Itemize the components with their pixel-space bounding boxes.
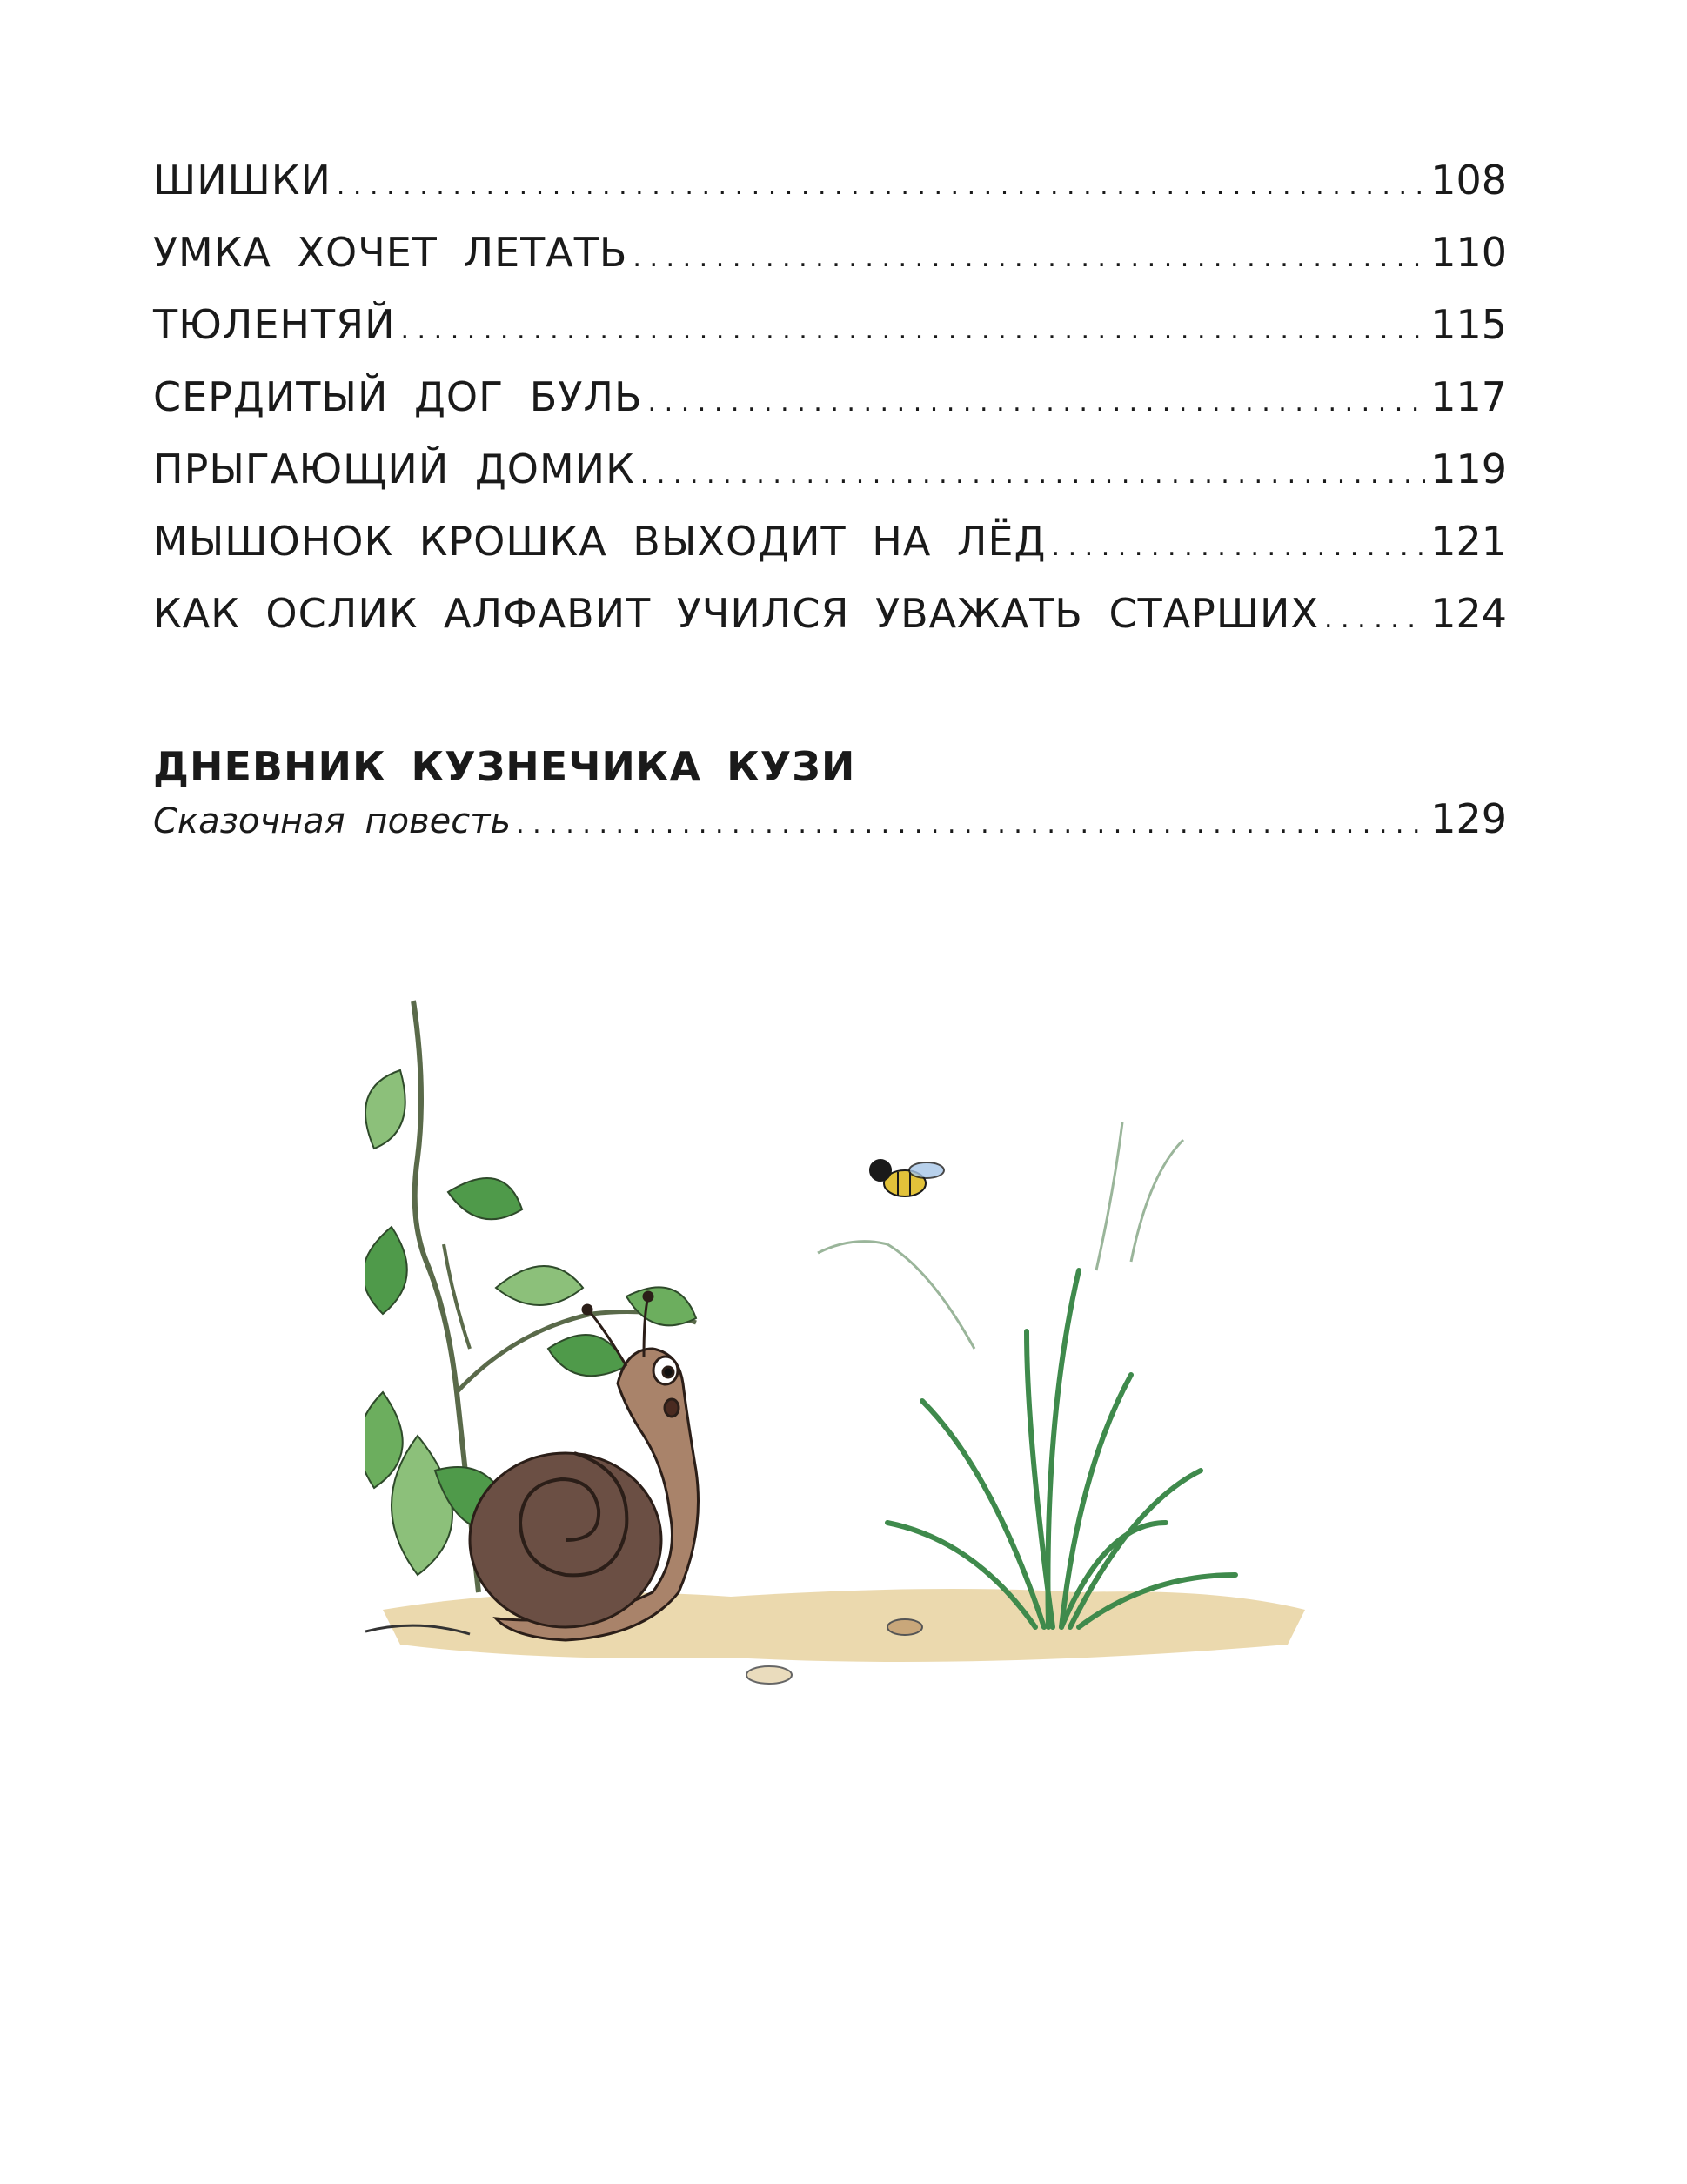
- dot-leader: [400, 315, 1425, 345]
- section-title: ДНЕВНИК КУЗНЕЧИКА КУЗИ: [153, 743, 856, 790]
- toc-entry[interactable]: [153, 446, 1507, 518]
- toc-entry[interactable]: [153, 795, 1507, 865]
- toc-entry-title: ТЮЛЕНТЯЙ: [153, 301, 396, 348]
- toc-entry-title: СЕРДИТЫЙ ДОГ БУЛЬ: [153, 373, 643, 420]
- dot-leader: [337, 171, 1425, 201]
- dot-leader: [1052, 532, 1426, 562]
- toc-entry[interactable]: [153, 518, 1507, 590]
- toc-entry-title: ШИШКИ: [153, 157, 331, 204]
- toc-entry-page: 115: [1430, 301, 1507, 348]
- snail-shell: [470, 1453, 661, 1627]
- toc-entry-page: 121: [1430, 518, 1507, 565]
- toc-entry-page: 124: [1430, 590, 1507, 637]
- toc-entry-title: ПРЫГАЮЩИЙ ДОМИК: [153, 446, 635, 492]
- snail-in-grass-illustration: [365, 983, 1322, 1714]
- dot-leader: [516, 809, 1425, 840]
- toc-entry-title: МЫШОНОК КРОШКА ВЫХОДИТ НА ЛЁД: [153, 518, 1047, 565]
- section-heading-block: [153, 738, 1507, 865]
- pebble: [887, 1619, 922, 1635]
- section-subtitle: Сказочная повесть: [153, 801, 512, 841]
- dot-leader: [633, 243, 1425, 273]
- toc-entry-page: 119: [1430, 446, 1507, 492]
- toc-entry-page: 108: [1430, 157, 1507, 204]
- toc-entry-title: КАК ОСЛИК АЛФАВИТ УЧИЛСЯ УВАЖАТЬ СТАРШИХ: [153, 590, 1319, 637]
- grass-seedheads: [818, 1122, 1183, 1349]
- toc-entry-title: УМКА ХОЧЕТ ЛЕТАТЬ: [153, 229, 628, 276]
- dot-leader: [640, 459, 1425, 490]
- toc-entry[interactable]: [153, 157, 1507, 229]
- pebble: [746, 1666, 792, 1684]
- toc-entry[interactable]: [153, 229, 1507, 301]
- toc-entry[interactable]: [153, 301, 1507, 373]
- toc-entry-page: 129: [1430, 795, 1507, 842]
- table-of-contents: [153, 157, 1507, 662]
- toc-entry-page: 110: [1430, 229, 1507, 276]
- grass-tuft: [887, 1270, 1235, 1627]
- dot-leader: [1324, 604, 1425, 634]
- toc-entry-page: 117: [1430, 373, 1507, 420]
- dot-leader: [648, 387, 1426, 418]
- bee: [870, 1160, 944, 1196]
- toc-entry[interactable]: [153, 373, 1507, 446]
- toc-entry[interactable]: [153, 590, 1507, 662]
